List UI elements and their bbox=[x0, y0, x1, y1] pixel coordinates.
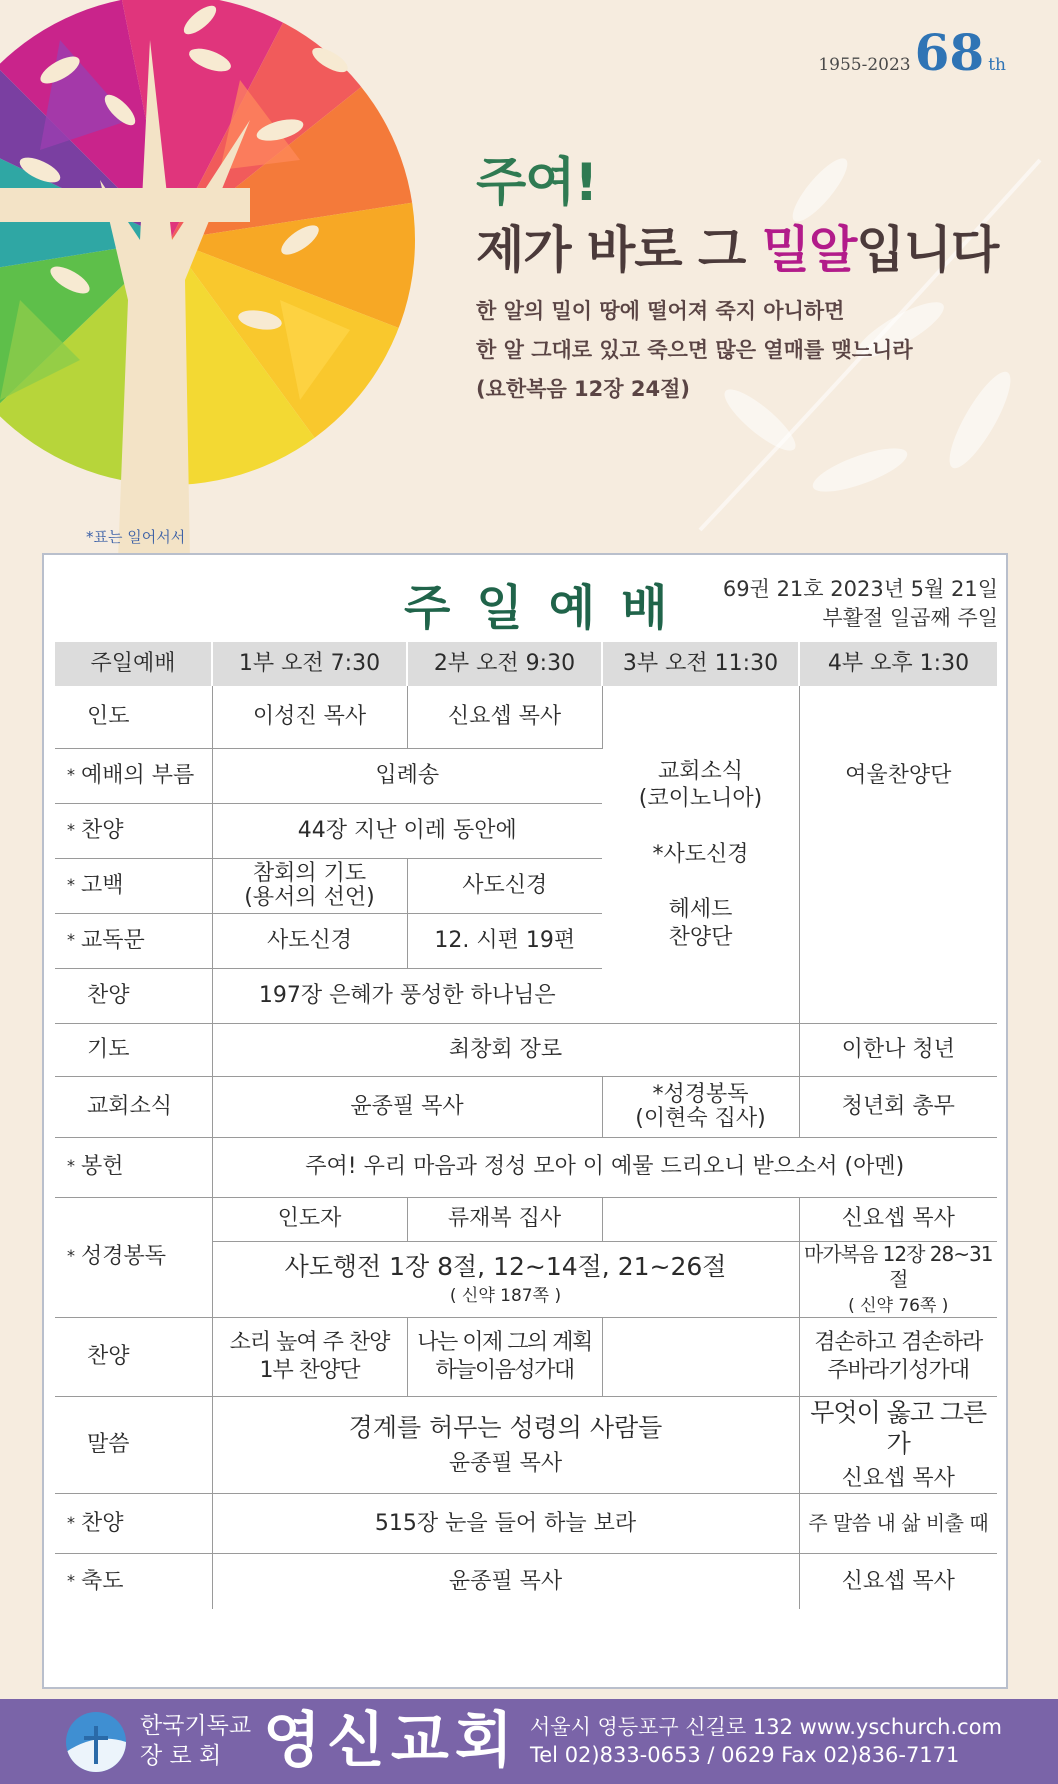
cell-service-3 bbox=[602, 1076, 799, 1137]
anniversary-number: 68 bbox=[914, 23, 985, 82]
row-label-text: 성경봉독 bbox=[81, 1244, 167, 1270]
issue-date: 69권 21호 2023년 5월 21일 bbox=[722, 577, 998, 601]
row-label-text: 봉헌 bbox=[81, 1154, 124, 1180]
row-label bbox=[55, 1076, 212, 1137]
panel-title: 주일예배 bbox=[404, 580, 694, 636]
anthem-title: 나는 이제 그의 계획 bbox=[417, 1330, 592, 1356]
verse-line: 한 알 그대로 있고 죽으면 많은 열매를 맺느니라 bbox=[476, 338, 913, 362]
row-label-text: 교회소식 bbox=[87, 1093, 173, 1119]
anthem-title: 겸손하고 겸손하라 bbox=[814, 1330, 983, 1356]
worship-order-panel bbox=[42, 553, 1008, 1689]
headline-line-2-after: 입니다 bbox=[856, 221, 999, 279]
table-row bbox=[55, 1076, 997, 1137]
church-address: 서울시 영등포구 신길로 132 www.yschurch.com bbox=[530, 1715, 1003, 1739]
row-label bbox=[55, 1023, 212, 1076]
cell-service-2: 류재복 집사 bbox=[407, 1197, 602, 1241]
row-label-text: 기도 bbox=[87, 1036, 130, 1062]
preacher: 신요셉 목사 bbox=[841, 1466, 955, 1492]
anniversary-mark bbox=[818, 23, 1006, 82]
anniversary-years: 1955-2023 bbox=[818, 55, 911, 75]
table-row bbox=[55, 1493, 997, 1553]
cell-service-3 bbox=[602, 1197, 799, 1241]
cell-service-1: 이성진 목사 bbox=[212, 686, 407, 748]
column-header: 4부 오후 1:30 bbox=[799, 642, 997, 686]
anthem-title: 소리 높여 주 찬양 bbox=[229, 1330, 390, 1356]
row-label-text: 고백 bbox=[81, 872, 124, 898]
row-label bbox=[55, 686, 212, 748]
cell-service-4 bbox=[799, 1317, 997, 1396]
row-label bbox=[55, 1553, 212, 1609]
sermon-title: 무엇이 옳고 그른가 bbox=[810, 1397, 987, 1458]
row-label bbox=[55, 913, 212, 968]
row-label bbox=[55, 748, 212, 803]
table-row bbox=[55, 686, 997, 748]
verse-reference: (요한복음 12장 24절) bbox=[476, 377, 690, 401]
cell-services-1-3 bbox=[212, 1396, 799, 1493]
choir-name: 1부 찬양단 bbox=[259, 1357, 360, 1383]
row-label-text: 교독문 bbox=[81, 927, 145, 953]
cell-service-1 bbox=[212, 858, 407, 913]
cell-service-4: 주 말씀 내 삶 비출 때 bbox=[799, 1493, 997, 1553]
table-row bbox=[55, 1137, 997, 1197]
cell-service-2: 사도신경 bbox=[407, 858, 602, 913]
row-label-text: 찬양 bbox=[87, 982, 130, 1008]
cell-service-3 bbox=[602, 1317, 799, 1396]
church-phone: Tel 02)833-0653 / 0629 Fax 02)836-7171 bbox=[530, 1743, 960, 1767]
third-line: (코이노니아) bbox=[638, 786, 763, 811]
row-label bbox=[55, 1197, 212, 1317]
third-line: *사도신경 bbox=[652, 841, 749, 867]
cell-service-4: 이한나 청년 bbox=[799, 1023, 997, 1076]
cell-all-services: 주여! 우리 마음과 정성 모아 이 예물 드리오니 받으소서 (아멘) bbox=[212, 1137, 997, 1197]
standing-star: * bbox=[67, 1156, 75, 1176]
cell-line: (용서의 선언) bbox=[244, 884, 375, 910]
row-label bbox=[55, 858, 212, 913]
cell-services-1-3: 최창회 장로 bbox=[212, 1023, 799, 1076]
scripture-passage: 마가복음 12장 28~31절 bbox=[804, 1241, 993, 1291]
row-label bbox=[55, 1317, 212, 1396]
verse-line: 한 알의 밀이 땅에 떨어져 죽지 아니하면 bbox=[476, 299, 845, 323]
liturgical-sunday: 부활절 일곱째 주일 bbox=[822, 606, 998, 630]
denomination-line: 장 로 회 bbox=[140, 1743, 222, 1769]
cell-service-4 bbox=[799, 1241, 997, 1317]
choir-name: 주바라기성가대 bbox=[827, 1357, 970, 1383]
standing-star: * bbox=[67, 1570, 75, 1590]
headline-line-2-before: 제가 바로 그 bbox=[476, 221, 762, 279]
headline-line-2 bbox=[476, 210, 998, 282]
row-label-text: 축도 bbox=[81, 1568, 124, 1594]
row-label-text: 말씀 bbox=[87, 1432, 130, 1457]
table-row bbox=[55, 1197, 997, 1241]
standing-star: * bbox=[67, 819, 75, 839]
cell-service-2 bbox=[407, 1317, 602, 1396]
column-header: 주일예배 bbox=[55, 642, 212, 686]
row-label-text: 찬양 bbox=[81, 817, 124, 843]
row-label-text: 인도 bbox=[87, 704, 130, 729]
church-footer bbox=[0, 1699, 1058, 1784]
choir-name: 하늘이음성가대 bbox=[435, 1357, 574, 1383]
third-service-block bbox=[602, 686, 799, 1023]
column-header: 1부 오전 7:30 bbox=[212, 642, 407, 686]
cell-services-1-3 bbox=[212, 1241, 799, 1317]
cell-service-4: 신요셉 목사 bbox=[841, 1568, 955, 1594]
hero-banner bbox=[0, 0, 1058, 560]
leader-label: 인도자 bbox=[212, 1197, 407, 1241]
cell-services-1-2: 입례송 bbox=[212, 748, 602, 803]
cell-line: *성경봉독 bbox=[652, 1082, 749, 1108]
standing-star: * bbox=[67, 929, 75, 949]
church-name: 영신교회 bbox=[263, 1706, 519, 1776]
sermon-title: 경계를 허무는 성령의 사람들 bbox=[348, 1413, 663, 1443]
cell-services-1-2: 197장 은혜가 풍성한 하나님은 bbox=[212, 968, 602, 1023]
third-line: 찬양단 bbox=[668, 924, 733, 950]
church-logo-icon bbox=[66, 1712, 126, 1772]
standing-star: * bbox=[67, 1246, 75, 1266]
cell-services-1-3: 515장 눈을 들어 하늘 보라 bbox=[212, 1493, 799, 1553]
standing-star: * bbox=[67, 764, 75, 784]
headline-line-1: 주여! bbox=[476, 153, 598, 213]
cell-service-4: 신요셉 목사 bbox=[799, 1197, 997, 1241]
cell-service-2: 12. 시편 19편 bbox=[407, 913, 602, 968]
table-row bbox=[55, 1317, 997, 1396]
cell-line: (이현숙 집사) bbox=[635, 1105, 766, 1131]
cell-services-1-3: 윤종필 목사 bbox=[212, 1553, 799, 1609]
row-label bbox=[55, 1493, 212, 1553]
table-row bbox=[55, 1023, 997, 1076]
issue-info bbox=[723, 575, 998, 633]
scripture-page: ( 신약 76쪽 ) bbox=[848, 1295, 949, 1316]
standing-note: *표는 일어서서 bbox=[86, 528, 186, 546]
cell-services-1-2: 44장 지난 이레 동안에 bbox=[212, 803, 602, 858]
cell-service-4 bbox=[799, 1396, 997, 1493]
cell-service-1: 사도신경 bbox=[212, 913, 407, 968]
fourth-service-block: 여울찬양단 bbox=[799, 686, 997, 1023]
column-header: 2부 오전 9:30 bbox=[407, 642, 602, 686]
row-label-text: 찬양 bbox=[87, 1344, 130, 1369]
row-label-text: 예배의 부름 bbox=[81, 762, 195, 788]
denomination bbox=[140, 1711, 251, 1771]
row-label bbox=[55, 968, 212, 1023]
cell-service-2: 신요셉 목사 bbox=[407, 686, 602, 748]
row-label bbox=[55, 1137, 212, 1197]
cell-services-1-2: 윤종필 목사 bbox=[212, 1076, 602, 1137]
worship-order-table bbox=[55, 642, 997, 1609]
table-row bbox=[55, 1553, 997, 1609]
row-label-text: 찬양 bbox=[81, 1510, 124, 1536]
anniversary-suffix: th bbox=[988, 55, 1006, 75]
standing-star: * bbox=[67, 874, 75, 894]
row-label bbox=[55, 1396, 212, 1493]
table-header-row bbox=[55, 642, 997, 686]
preacher: 윤종필 목사 bbox=[448, 1450, 563, 1476]
standing-star: * bbox=[67, 1512, 75, 1532]
table-row bbox=[55, 1396, 997, 1493]
row-label bbox=[55, 803, 212, 858]
church-contact bbox=[530, 1713, 1002, 1769]
scripture-passage: 사도행전 1장 8절, 12~14절, 21~26절 bbox=[284, 1251, 727, 1281]
scripture-verse bbox=[476, 292, 913, 409]
third-line: 교회소식 bbox=[657, 758, 743, 784]
column-header: 3부 오전 11:30 bbox=[602, 642, 799, 686]
denomination-line: 한국기독교 bbox=[140, 1713, 252, 1739]
third-line: 헤세드 bbox=[668, 897, 733, 922]
headline-highlight: 밀알 bbox=[761, 221, 857, 279]
cell-service-4: 청년회 총무 bbox=[799, 1076, 997, 1137]
scripture-page: ( 신약 187쪽 ) bbox=[449, 1286, 562, 1307]
cell-service-1 bbox=[212, 1317, 407, 1396]
cell-line: 참회의 기도 bbox=[252, 861, 367, 887]
